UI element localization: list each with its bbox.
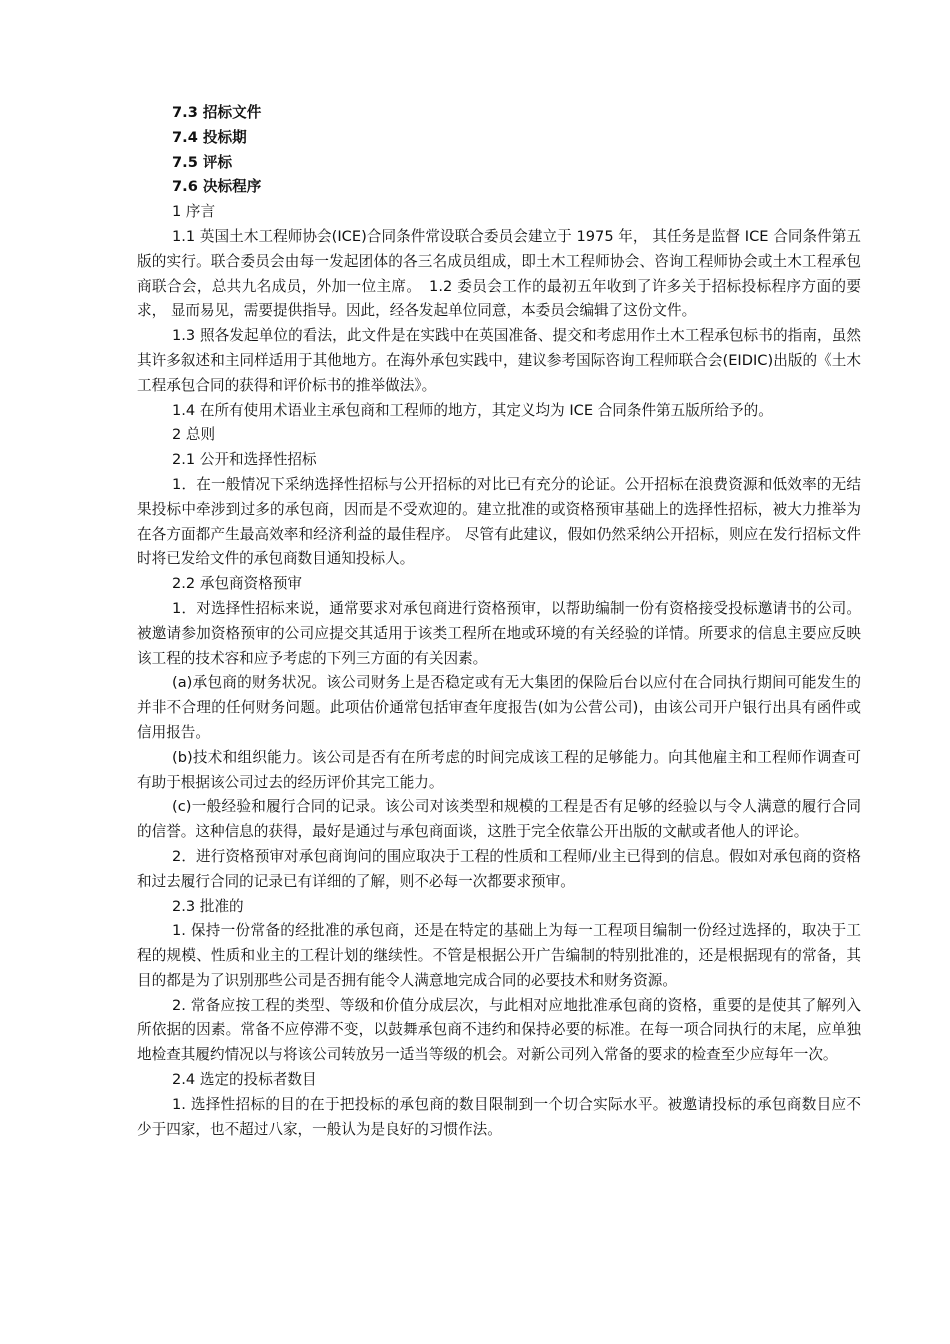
paragraph-2-3-1: 1. 保持一份常备的经批准的承包商，还是在特定的基础上为每一工程项目编制一份经过选择的，取决于工程的规模、性质和业主的工程计划的继续性。不管是根据公开广告编制的特别批准的，还是根据现有的常备，其目的都是为了识别那些公司是否拥有能令人满意地完成合同的必要技术和财务资源。 [137, 922, 861, 989]
document-page [137, 101, 861, 1142]
paragraph-2-2-b: (b)技术和组织能力。该公司是否有在所考虑的时间完成该工程的足够能力。向其他雇主和工程师作调查可有助于根据该公司过去的经历评价其完工能力。 [137, 748, 861, 791]
section-2-1-title: 2.1 公开和选择性招标 [172, 451, 317, 469]
heading-7-4: 7.4 投标期 [172, 128, 247, 146]
paragraph-2-4-1: 1. 选择性招标的目的在于把投标的承包商的数目限制到一个切合实际水平。被邀请投标的承包商数目应不少于四家，也不超过八家，一般认为是良好的习惯作法。 [137, 1095, 861, 1138]
paragraph-2-2-a: (a)承包商的财务状况。该公司财务上是否稳定或有无大集团的保险后台以应付在合同执行期间可能发生的并非不合理的任何财务问题。此项估价通常包括审查年度报告(如为公营公司)，由该公司开户银行出具有函件或信用报告。 [137, 674, 861, 741]
section-2-4-title: 2.4 选定的投标者数目 [172, 1071, 317, 1089]
paragraph-1-3: 1.3 照各发起单位的看法，此文件是在实践中在英国准备、提交和考虑用作土木工程承包标书的指南，虽然其许多叙述和主同样适用于其他地方。在海外承包实践中，建议参考国际咨询工程师联合会(EIDIC)出版的《土木工程承包合同的获得和评价标书的推举做法》。 [137, 327, 861, 394]
paragraph-2-3-2: 2. 常备应按工程的类型、等级和价值分成层次，与此相对应地批准承包商的资格，重要的是使其了解列入所依据的因素。常备不应停滞不变，以鼓舞承包商不违约和保持必要的标准。在每一项合同执行的末尾，应单独地检查其履约情况以与将该公司转放另一适当等级的机会。对新公司列入常备的要求的检查至少应每年一次。 [137, 996, 861, 1064]
heading-7-6: 7.6 决标程序 [172, 178, 262, 196]
heading-7-5: 7.5 评标 [172, 153, 233, 171]
paragraph-2-2-2: 2．进行资格预审对承包商询问的围应取决于工程的性质和工程师/业主已得到的信息。假如对承包商的资格和过去履行合同的记录已有详细的了解，则不必每一次都要求预审。 [137, 847, 861, 890]
section-2-3-title: 2.3 批准的 [172, 897, 244, 915]
section-2-title: 2 总则 [172, 426, 216, 444]
paragraph-2-1-1: 1．在一般情况下采纳选择性招标与公开招标的对比已有充分的论证。公开招标在浪费资源和低效率的无结果投标中牵涉到过多的承包商，因而是不受欢迎的。建立批准的或资格预审基础上的选择性招标，被大力推举为在各方面都产生最高效率和经济利益的最佳程序。 尽管有此建议，假如仍然采纳公开招标，则应在发行招标文件时将已发给文件的承包商数目通知投标人。 [137, 475, 861, 568]
paragraph-1-1: 1.1 英国土木工程师协会(ICE)合同条件常设联合委员会建立于 1975 年， 其任务是监督 ICE 合同条件第五版的实行。联合委员会由每一发起团体的各三名成员组成，即土木工程师协会、咨询工程师协会或土木工程承包商联合会，总共九名成员，外加一位主席。 1.2 委员会工作的最初五年收到了许多关于招标投标程序方面的要求， 显而易见，需要提供指导。因此，经各发起单位同意，本委员会编辑了这份文件。 [137, 227, 861, 320]
paragraph-1-4: 1.4 在所有使用术语业主承包商和工程师的地方，其定义均为 ICE 合同条件第五版所给予的。 [172, 401, 773, 419]
heading-7-3: 7.3 招标文件 [172, 104, 262, 121]
paragraph-2-2-c: (c)一般经验和履行合同的记录。该公司对该类型和规模的工程是否有足够的经验以与令人满意的履行合同的信誉。这种信息的获得，最好是通过与承包商面谈，这胜于完全依靠公开出版的文献或者他人的评论。 [137, 798, 861, 841]
section-2-2-title: 2.2 承包商资格预审 [172, 575, 303, 593]
paragraph-2-2-1: 1．对选择性招标来说，通常要求对承包商进行资格预审，以帮助编制一份有资格接受投标邀请书的公司。被邀请参加资格预审的公司应提交其适用于该类工程所在地或环境的有关经验的详情。所要求的信息主要应反映该工程的技术容和应予考虑的下列三方面的有关因素。 [137, 599, 861, 667]
section-1-title: 1 序言 [172, 203, 216, 221]
